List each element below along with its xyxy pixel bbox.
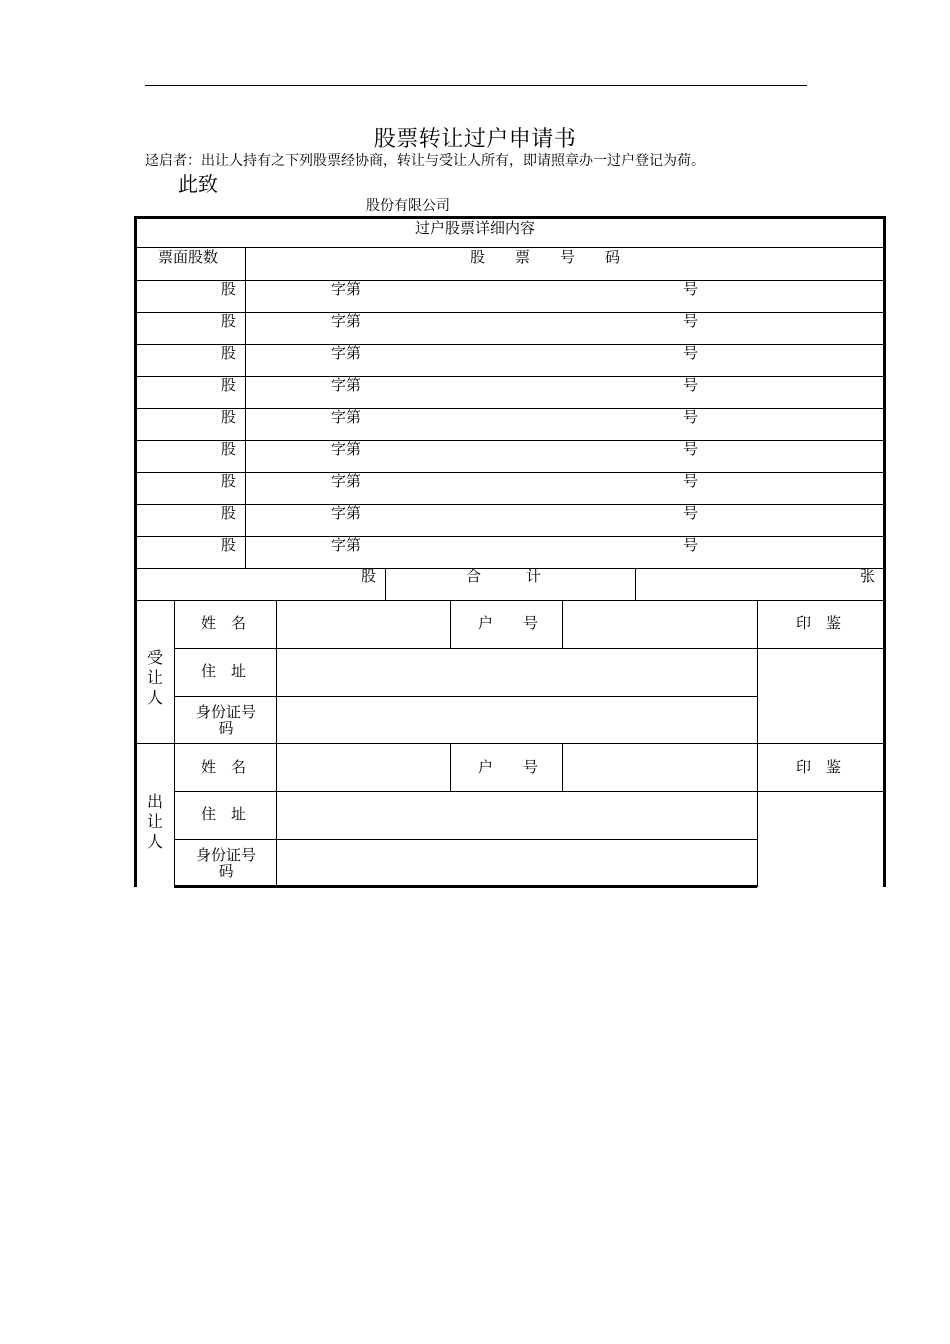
share-row-suffix: 号 [683, 312, 699, 330]
share-row-prefix: 字第 [331, 280, 362, 298]
grid-line-h [134, 247, 883, 248]
grid-line-h [174, 839, 757, 840]
transferor-section-label: 出让人 [146, 792, 163, 851]
transferor-name-label: 姓 名 [201, 758, 247, 776]
grid-line-v [883, 216, 886, 887]
share-row-unit: 股 [221, 344, 237, 362]
transferor-id-label [175, 847, 277, 879]
grid-line-h [134, 536, 883, 537]
share-row-unit: 股 [221, 376, 237, 394]
column-header-share-number: 股 票 号 码 [470, 248, 621, 266]
grid-line-h [174, 791, 883, 792]
transferee-seal-label: 印 鉴 [796, 614, 842, 632]
share-row-prefix: 字第 [331, 344, 362, 362]
grid-line-h [134, 568, 883, 569]
transferee-id-label-line1: 身份证号 [195, 703, 256, 721]
total-label: 合 计 [466, 567, 542, 585]
company-addressee: 股份有限公司 [366, 198, 450, 214]
transferee-id-label [175, 704, 277, 736]
share-row-unit: 股 [221, 536, 237, 554]
share-row-unit: 股 [221, 312, 237, 330]
grid-line-h [134, 743, 883, 744]
grid-line-h [134, 216, 886, 219]
grid-line-h [134, 344, 883, 345]
transferee-section-label: 受让人 [146, 648, 163, 707]
grid-line-h [134, 504, 883, 505]
share-row-unit: 股 [221, 504, 237, 522]
grid-line-v [562, 743, 563, 791]
table-header: 过户股票详细内容 [414, 219, 535, 237]
transferee-id-label-line2: 码 [218, 719, 234, 737]
share-row-suffix: 号 [683, 376, 699, 394]
grid-line-h [134, 376, 883, 377]
share-row-unit: 股 [221, 472, 237, 490]
transferor-address-label: 住 址 [201, 805, 247, 823]
transferor-seal-label: 印 鉴 [796, 758, 842, 776]
total-shares-unit: 股 [361, 567, 377, 585]
transferee-account-label: 户 号 [478, 614, 539, 632]
column-header-share-count: 票面股数 [158, 248, 219, 266]
grid-line-h [174, 648, 883, 649]
grid-line-h [134, 440, 883, 441]
closing-salutation: 此致 [178, 172, 218, 196]
grid-line-v [385, 568, 386, 600]
share-row-unit: 股 [221, 280, 237, 298]
grid-line-v [134, 216, 137, 887]
transferee-address-label: 住 址 [201, 662, 247, 680]
grid-line-v [450, 743, 451, 791]
grid-line-h [174, 885, 757, 888]
share-row-suffix: 号 [683, 408, 699, 426]
grid-line-h [174, 696, 757, 697]
share-row-suffix: 号 [683, 504, 699, 522]
share-row-suffix: 号 [683, 472, 699, 490]
share-row-prefix: 字第 [331, 504, 362, 522]
intro-paragraph: 迳启者：出让人持有之下列股票经协商，转让与受让人所有，即请照章办一过户登记为荷。 [145, 153, 705, 169]
grid-line-h [134, 280, 883, 281]
grid-line-v [635, 568, 636, 600]
top-rule [145, 85, 807, 86]
share-row-prefix: 字第 [331, 312, 362, 330]
grid-line-h [134, 312, 883, 313]
transferor-id-label-line2: 码 [218, 862, 234, 880]
share-row-prefix: 字第 [331, 472, 362, 490]
grid-line-h [134, 408, 883, 409]
share-row-suffix: 号 [683, 440, 699, 458]
grid-line-v [562, 600, 563, 648]
grid-line-h [134, 600, 883, 601]
share-row-prefix: 字第 [331, 536, 362, 554]
share-row-unit: 股 [221, 440, 237, 458]
share-row-suffix: 号 [683, 536, 699, 554]
page-title: 股票转让过户申请书 [373, 127, 577, 152]
grid-line-v [450, 600, 451, 648]
share-row-suffix: 号 [683, 280, 699, 298]
share-row-unit: 股 [221, 408, 237, 426]
share-row-prefix: 字第 [331, 376, 362, 394]
transferee-name-label: 姓 名 [201, 614, 247, 632]
transferor-account-label: 户 号 [478, 758, 539, 776]
grid-line-h [134, 472, 883, 473]
total-sheets-unit: 张 [860, 567, 876, 585]
share-row-suffix: 号 [683, 344, 699, 362]
share-row-prefix: 字第 [331, 440, 362, 458]
grid-line-v [245, 247, 246, 568]
share-row-prefix: 字第 [331, 408, 362, 426]
transferor-id-label-line1: 身份证号 [195, 846, 256, 864]
